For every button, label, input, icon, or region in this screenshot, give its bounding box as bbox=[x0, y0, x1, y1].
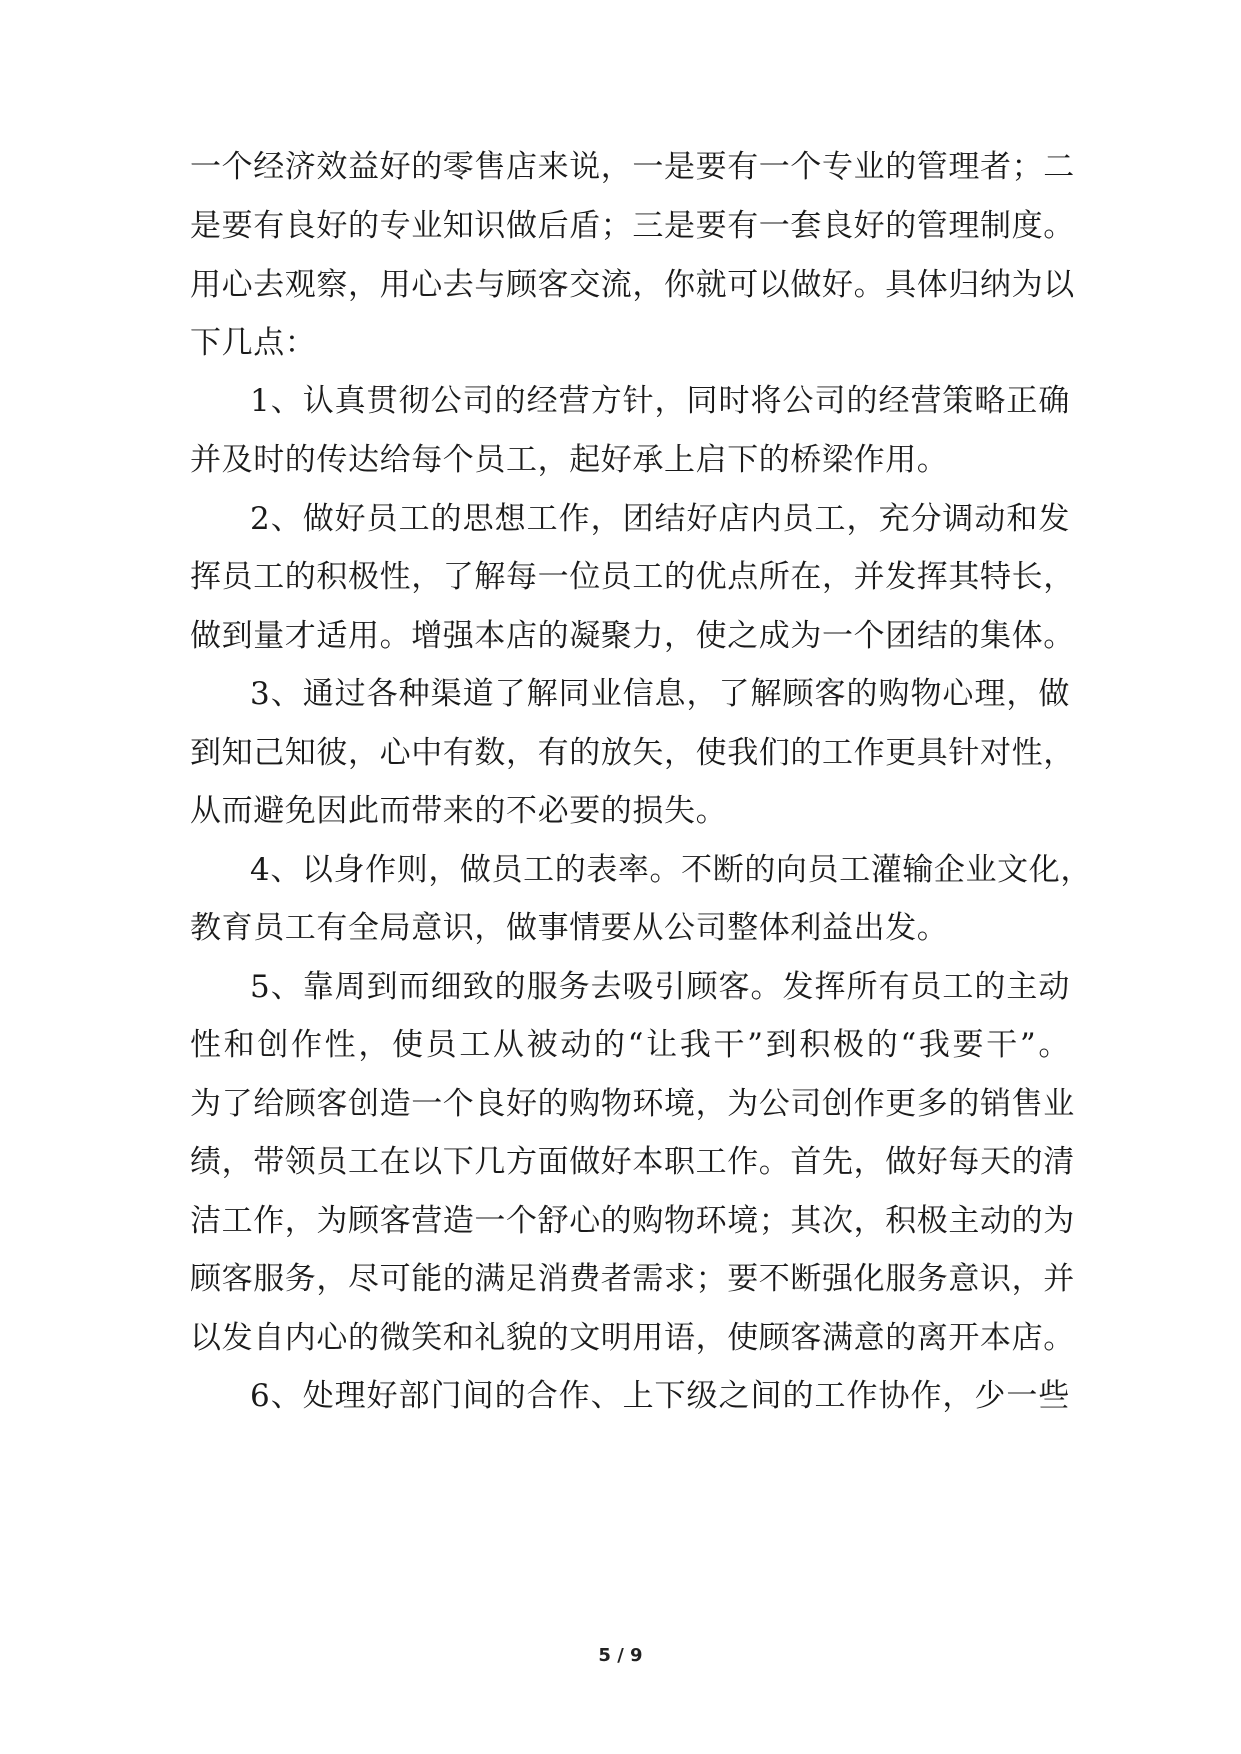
list-item-3-line: 3、通过各种渠道了解同业信息，了解顾客的购物心理，做 bbox=[250, 676, 1070, 712]
list-item-2-line: 2、做好员工的思想工作，团结好店内员工，充分调动和发 bbox=[250, 501, 1070, 537]
text-line: 是要有良好的专业知识做后盾；三是要有一套良好的管理制度。 bbox=[190, 208, 1075, 244]
text-line: 用心去观察，用心去与顾客交流，你就可以做好。具体归纳为以 bbox=[190, 267, 1075, 303]
text-line: 做到量才适用。增强本店的凝聚力，使之成为一个团结的集体。 bbox=[190, 618, 1075, 654]
text-line: 到知己知彼，心中有数，有的放矢，使我们的工作更具针对性， bbox=[190, 735, 1075, 771]
text-line: 性和创作性，使员工从被动的“让我干”到积极的“我要干”。 bbox=[190, 1027, 1070, 1063]
text-line: 绩，带领员工在以下几方面做好本职工作。首先，做好每天的清 bbox=[190, 1144, 1075, 1180]
text-line: 从而避免因此而带来的不必要的损失。 bbox=[190, 793, 728, 829]
list-item-4-line: 4、以身作则，做员工的表率。不断的向员工灌输企业文化， bbox=[250, 852, 1092, 888]
list-item-5-line: 5、靠周到而细致的服务去吸引顾客。发挥所有员工的主动 bbox=[250, 969, 1070, 1005]
text-line: 挥员工的积极性，了解每一位员工的优点所在，并发挥其特长， bbox=[190, 559, 1075, 595]
text-line: 一个经济效益好的零售店来说，一是要有一个专业的管理者；二 bbox=[190, 149, 1075, 185]
list-item-6-line: 6、处理好部门间的合作、上下级之间的工作协作，少一些 bbox=[250, 1378, 1070, 1414]
text-line: 教育员工有全局意识，做事情要从公司整体利益出发。 bbox=[190, 910, 949, 946]
page-number: 5 / 9 bbox=[598, 1645, 643, 1666]
text-line: 顾客服务，尽可能的满足消费者需求；要不断强化服务意识，并 bbox=[190, 1261, 1075, 1297]
text-line: 并及时的传达给每个员工，起好承上启下的桥梁作用。 bbox=[190, 442, 949, 478]
text-line: 洁工作，为顾客营造一个舒心的购物环境；其次，积极主动的为 bbox=[190, 1203, 1075, 1239]
text-line: 为了给顾客创造一个良好的购物环境，为公司创作更多的销售业 bbox=[190, 1086, 1075, 1122]
text-line: 下几点： bbox=[190, 325, 317, 361]
list-item-1-line: 1、认真贯彻公司的经营方针，同时将公司的经营策略正确 bbox=[250, 383, 1070, 419]
text-line: 以发自内心的微笑和礼貌的文明用语，使顾客满意的离开本店。 bbox=[190, 1320, 1075, 1356]
